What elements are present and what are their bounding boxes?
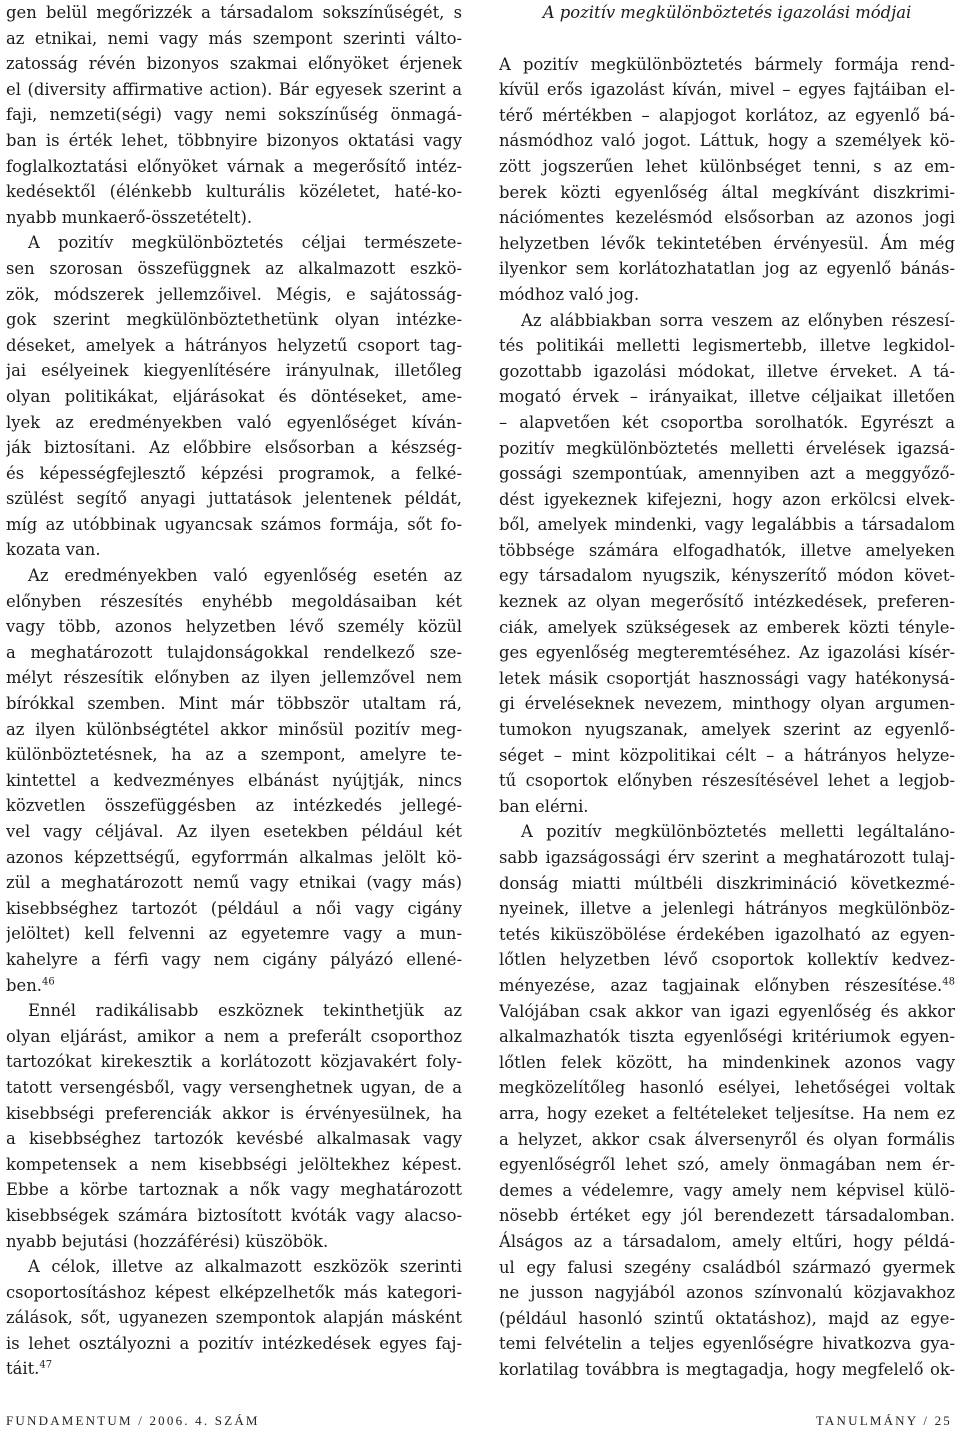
text-line <box>6 793 462 819</box>
line-text: a meghatározott tulajdonságokkal rendelkező sze- <box>6 642 462 662</box>
text-line <box>499 1101 955 1127</box>
line-text: (például hasonló szintű oktatáshoz), majd az egye- <box>499 1308 955 1328</box>
text-line <box>499 1280 955 1306</box>
text-line <box>6 973 462 999</box>
text-line <box>499 1127 955 1153</box>
line-text: ben. <box>6 975 42 995</box>
line-text: is lehet osztályozni a pozitív intézkedések egyes faj- <box>6 1333 462 1353</box>
line-text: olyan politikákat, eljárásokat és döntéseket, ame- <box>6 386 462 406</box>
line-text: előnyben részesítés enyhébb megoldásaiban két <box>6 591 462 611</box>
line-text: Az eredményekben való egyenlőség esetén az <box>28 566 462 586</box>
text-line <box>499 947 955 973</box>
line-text: arra, hogy ezeket a feltételeket teljesítse. Ha nem ez <box>499 1103 955 1123</box>
line-text: nyabb munkaerő-összetételt). <box>6 207 253 227</box>
line-text: különböztetésnek, ha az a szempont, amelyre te- <box>6 745 462 765</box>
line-text: nyabb bejutási (hozzáférési) küszöbök. <box>6 1231 329 1251</box>
text-line <box>6 819 462 845</box>
text-line <box>499 819 955 845</box>
footnote-marker: 47 <box>39 1360 53 1371</box>
line-text: nyeinek, illetve a jelenlegi hátrányos megkülönböz- <box>499 899 955 919</box>
text-line <box>6 1177 462 1203</box>
text-line <box>499 1306 955 1332</box>
line-text: kívül erős igazolást kíván, mivel – egyes fajtáiban el- <box>499 80 955 100</box>
section-heading <box>499 0 955 26</box>
line-text: tű csoportok előnyben részesítésével lehet a legjob- <box>499 771 955 791</box>
text-line <box>6 537 462 563</box>
line-text: mogató érvek – irányaikat, illetve céljaikat illetően <box>499 387 955 407</box>
text-line <box>6 998 462 1024</box>
text-line <box>6 51 462 77</box>
text-line <box>499 512 955 538</box>
text-line <box>6 486 462 512</box>
text-line <box>499 26 955 52</box>
line-text: foglalkoztatási előnyöket várnak a megerősítő intéz- <box>6 156 462 176</box>
line-text: ményezése, azaz tagjainak előnyben részesítése. <box>499 975 943 995</box>
text-line <box>6 77 462 103</box>
text-line <box>499 1152 955 1178</box>
line-text: egy társadalom nyugszik, kényszerítő módon követ- <box>499 566 955 586</box>
line-text: kisebbségek számára biztosított kvóták vagy alacso- <box>6 1205 462 1225</box>
text-line <box>499 589 955 615</box>
text-line <box>499 538 955 564</box>
line-text: vagy több, azonos helyzetben lévő személy közül <box>6 617 462 637</box>
line-text: nösebb értéket egy jól berendezett társadalomban. <box>499 1206 955 1226</box>
text-line <box>6 717 462 743</box>
text-line <box>6 742 462 768</box>
line-text: Ennél radikálisabb eszköznek tekinthetjük az <box>28 1001 462 1021</box>
line-text: azonos képzettségű, egyforrmán alkalmas jelölt kö- <box>6 847 462 867</box>
text-line <box>499 436 955 462</box>
footnote-marker: 46 <box>41 976 55 988</box>
line-text: szülést segítő anyagi juttatások jelentenek példát, <box>6 489 462 509</box>
text-line <box>499 333 955 359</box>
line-text: zött jogszerűen lehet különbséget tenni, s az em- <box>499 156 955 176</box>
text-line <box>6 845 462 871</box>
line-text: nációmentes kezelésmód elsősorban az azonos jogi <box>499 208 955 228</box>
text-line <box>6 384 462 410</box>
text-line <box>6 640 462 666</box>
line-text: Ebbe a körbe tartoznak a nők vagy meghatározott <box>6 1180 462 1200</box>
line-text: pozitív megkülönböztetés melletti érvelések igazsá- <box>499 438 955 458</box>
text-line <box>6 1254 462 1280</box>
text-line <box>499 180 955 206</box>
line-text: a kisebbséghez tartozók kevésbé alkalmasak vagy <box>6 1129 462 1149</box>
footnote-marker: 48 <box>942 976 955 988</box>
line-text: A célok, illetve az alkalmazott eszközök szerinti <box>28 1257 462 1277</box>
line-text: gozottabb igazolási módokat, illetve érveket. A tá- <box>499 361 955 381</box>
text-line <box>6 589 462 615</box>
left-text-column <box>6 0 462 1382</box>
line-text: helyzetben lévők tekintetében érvényesül. Ám még <box>499 233 955 253</box>
line-text: lyek az eredményekben való egyenlőséget kíván- <box>6 412 462 432</box>
text-line <box>499 1050 955 1076</box>
text-line <box>499 410 955 436</box>
text-line <box>499 743 955 769</box>
line-text: módhoz való jog. <box>499 284 640 304</box>
text-line <box>6 1280 462 1306</box>
line-text: el (diversity affirmative action). Bár egyesek szerint a <box>6 79 462 99</box>
line-text: jai esélyeinek kiegyenlítésére irányulnak, illetőleg <box>6 361 462 381</box>
text-line <box>499 1075 955 1101</box>
text-line <box>6 1024 462 1050</box>
line-text: tartozókat kirekesztik a korlátozott közjavakért foly- <box>6 1052 462 1072</box>
text-line <box>499 1331 955 1357</box>
text-line <box>499 282 955 308</box>
text-line <box>499 666 955 692</box>
line-text: séget – mint közpolitikai célt – a hátrányos helyze- <box>499 745 955 765</box>
text-line <box>6 665 462 691</box>
text-line <box>499 1178 955 1204</box>
line-text: letek másik csoportját hasznossági vagy hatékonysá- <box>499 668 955 688</box>
line-text: A pozitív megkülönböztetés igazolási módjai <box>542 3 912 22</box>
line-text: déseket, amelyek a hátrányos helyzetű csoport tag- <box>6 335 462 355</box>
text-line <box>499 973 955 999</box>
text-line <box>499 1024 955 1050</box>
text-line <box>499 52 955 78</box>
line-text: kompetensek a nem kisebbségi jelöltekhez képest. <box>6 1154 462 1174</box>
line-text: ban is érték lehet, többnyire bizonyos oktatási vagy <box>6 130 462 150</box>
text-line <box>6 307 462 333</box>
text-line <box>499 205 955 231</box>
line-text: tetés kiküszöbölése érdekében igazolható az egyen- <box>499 924 955 944</box>
text-line <box>499 871 955 897</box>
line-text: demes a védelemre, vagy amely nem képvisel külö- <box>499 1180 955 1200</box>
text-line <box>6 768 462 794</box>
text-line <box>6 282 462 308</box>
line-text: sabb igazságossági érv szerint a meghatározott tulaj- <box>499 848 955 867</box>
line-text: keznek az olyan megerősítő intézkedések, preferen- <box>499 592 955 612</box>
line-text: jelöltet) kell felvenni az egyetemre vagy a mun- <box>6 924 462 944</box>
text-line <box>6 26 462 52</box>
line-text: – alapvetően két csoportba sorolhatók. Egyrészt a <box>499 412 955 432</box>
line-text: egyenlőségről lehet szó, amely önmagában nem ér- <box>499 1155 955 1175</box>
line-text: térő mértékben – alapjogot korlátoz, az egyenlő bá- <box>499 105 955 125</box>
line-text: dést igyekeznek kifejezni, hogy azon erkölcsi elvek- <box>499 489 955 509</box>
text-line <box>6 1203 462 1229</box>
text-line <box>6 1101 462 1127</box>
line-text: kozata van. <box>6 540 101 560</box>
line-text: lőtlen felek között, ha mindenkinek azonos vagy <box>499 1052 955 1072</box>
text-line <box>6 870 462 896</box>
line-text: gen belül megőrizzék a társadalom sokszínűségét, s <box>6 3 462 22</box>
text-line <box>499 717 955 743</box>
text-line <box>499 103 955 129</box>
text-line <box>6 563 462 589</box>
text-line <box>499 1203 955 1229</box>
text-line <box>499 768 955 794</box>
line-text: Álságos az a társadalom, amely eltűri, hogy példá- <box>499 1231 955 1251</box>
line-text: és képességfejlesztő képzési programok, a felké- <box>6 463 462 483</box>
text-line <box>6 947 462 973</box>
text-line <box>6 205 462 231</box>
line-text: a helyzet, akkor csak álversenyről és olyan formális <box>499 1129 955 1149</box>
line-text: zül a meghatározott nemű vagy etnikai (vagy más) <box>6 873 462 893</box>
text-line <box>499 640 955 666</box>
footer-section-page: TANULMÁNY / 25 <box>815 1413 952 1428</box>
text-line <box>6 512 462 538</box>
text-line <box>6 333 462 359</box>
text-line <box>6 614 462 640</box>
text-line <box>6 1049 462 1075</box>
line-text: násmódhoz való jogot. Láttuk, hogy a személyek kö- <box>499 131 955 151</box>
line-text: vel vagy céljával. Az ilyen esetekben például két <box>6 822 462 841</box>
text-line <box>499 615 955 641</box>
text-line <box>499 1357 955 1383</box>
text-line <box>6 896 462 922</box>
line-text: táit. <box>6 1359 40 1379</box>
line-text: temi felvételin a teljes egyenlőségre hivatkozva gya- <box>499 1334 955 1354</box>
line-text: gossági szempontúak, amennyiben azt a meggyőző- <box>499 464 955 484</box>
text-line <box>499 231 955 257</box>
line-text: közvetlen összefüggésben az intézkedés jellegé- <box>6 796 462 816</box>
line-text: kisebbséghez tartozót (például a női vagy cigány <box>6 898 462 918</box>
text-line <box>499 256 955 282</box>
line-text: sen szorosan összefüggnek az alkalmazott eszkö- <box>6 258 462 278</box>
text-line <box>499 308 955 334</box>
text-line <box>499 487 955 513</box>
text-line <box>499 563 955 589</box>
line-text: tés politikái melletti legismertebb, illetve legkidol- <box>499 336 955 356</box>
text-line <box>499 691 955 717</box>
line-text: olyan eljárást, amikor a nem a preferált csoporthoz <box>6 1026 462 1046</box>
text-line <box>6 256 462 282</box>
line-text: bírókkal szemben. Mint már többször utaltam rá, <box>6 694 462 714</box>
text-line <box>6 179 462 205</box>
text-line <box>6 1152 462 1178</box>
line-text: zök, módszerek jellemzőivel. Mégis, e sajátosság- <box>6 284 462 304</box>
line-text: zálások, sőt, ugyanezen szempontok alapján másként <box>6 1308 462 1328</box>
line-text: tumokon nyugszanak, amelyek szerint az egyenlő- <box>499 720 955 740</box>
line-text: lőtlen helyzetben lévő csoportok kollektív kedvez- <box>499 950 955 970</box>
line-text: kahelyre a férfi vagy nem cigány pályázó ellené- <box>6 949 462 969</box>
footer-journal-issue: FUNDAMENTUM / 2006. 4. SZÁM <box>6 1413 260 1428</box>
line-text: kisebbségi preferenciák akkor is érvényesülnek, ha <box>6 1103 462 1123</box>
text-line <box>499 128 955 154</box>
line-text: ban elérni. <box>499 796 589 816</box>
line-text: donság miatti múltbéli diszkrimináció következmé- <box>499 873 955 893</box>
text-line <box>6 1126 462 1152</box>
line-text: ják biztosítani. Az előbbire elsősorban a készség- <box>6 438 462 458</box>
line-text: mélyt részesítik előnyben az ilyen jellemzővel nem <box>6 668 462 688</box>
text-line <box>6 435 462 461</box>
line-text: ges egyenlőség megteremtéséhez. Az igazolási kísér- <box>499 643 955 663</box>
text-line <box>499 461 955 487</box>
line-text: A pozitív megkülönböztetés céljai természete- <box>28 233 462 253</box>
text-line <box>499 1229 955 1255</box>
line-text: A pozitív megkülönböztetés melletti legáltaláno- <box>521 822 955 842</box>
line-text: korlatilag továbbra is megtagadja, hogy megfelelő ok- <box>499 1359 955 1379</box>
text-line <box>499 359 955 385</box>
text-line <box>6 1305 462 1331</box>
text-line <box>499 845 955 871</box>
text-line <box>6 1229 462 1255</box>
line-text: zatosság révén bizonyos szakmai előnyöket érjenek <box>6 54 462 74</box>
text-line <box>6 154 462 180</box>
line-text: kintettel a kedvezményes elbánást nyújtják, nincs <box>6 770 462 790</box>
text-line <box>6 410 462 436</box>
text-line <box>6 230 462 256</box>
line-text: faji, nemzeti(ségi) vagy nemi sokszínűség önmagá- <box>6 105 462 125</box>
line-text: Az alábbiakban sorra veszem az előnyben részesí- <box>521 310 955 330</box>
text-line <box>499 154 955 180</box>
line-text: A pozitív megkülönböztetés bármely formája rend- <box>499 54 955 74</box>
line-text: alkalmazhatók tiszta egyenlőségi kritériumok egyen- <box>499 1027 955 1047</box>
line-text: ből, amelyek mindenki, vagy legalábbis a társadalom <box>499 515 955 535</box>
text-line <box>499 77 955 103</box>
line-text: csoportosításhoz képest elképzelhetők más kategori- <box>6 1282 462 1302</box>
text-line <box>6 1331 462 1357</box>
text-line <box>499 999 955 1025</box>
line-text: az etnikai, nemi vagy más szempont szerinti válto- <box>6 28 462 48</box>
text-line <box>499 384 955 410</box>
text-line <box>6 1356 462 1382</box>
line-text: ul egy falusi szegény családból származó gyermek <box>499 1257 955 1277</box>
line-text: Valójában csak akkor van igazi egyenlőség és akkor <box>499 1001 955 1021</box>
text-line <box>6 128 462 154</box>
text-line <box>6 921 462 947</box>
line-text: ciák, amelyek szükségesek az emberek közti tényle- <box>499 617 955 637</box>
text-line <box>499 794 955 820</box>
text-line <box>6 0 462 26</box>
text-line <box>499 1255 955 1281</box>
line-text: tatott versengésből, vagy versenghetnek ugyan, de a <box>6 1077 462 1097</box>
line-text: ne jusson nagyjából azonos színvonalú közjavakhoz <box>499 1283 955 1303</box>
text-line <box>499 922 955 948</box>
line-text: az ilyen különbségtétel akkor minősül pozitív meg- <box>6 719 462 739</box>
text-line <box>6 1075 462 1101</box>
text-line <box>6 691 462 717</box>
text-line <box>6 461 462 487</box>
text-line <box>6 358 462 384</box>
line-text: míg az utóbbinak ugyancsak számos formája, sőt fo- <box>6 514 462 534</box>
line-text: gok szerint megkülönböztethetünk olyan intézke- <box>6 310 462 330</box>
right-text-column <box>499 0 955 1382</box>
line-text: kedésektől (élénkebb kulturális közéletet, haté-ko- <box>6 182 462 202</box>
line-text: többsége számára elfogadhatók, illetve amelyeken <box>499 540 955 560</box>
line-text: berek közti egyenlőség által megkívánt diszkrimi- <box>499 182 955 202</box>
line-text: gi érveléseknek nevezem, minthogy olyan argumen- <box>499 694 955 714</box>
text-line <box>6 102 462 128</box>
line-text: ilyenkor sem korlátozhatatlan jog az egyenlő bánás- <box>499 259 955 279</box>
text-line <box>499 896 955 922</box>
line-text: megközelítőleg hasonló esélyei, lehetőségei voltak <box>499 1078 955 1098</box>
